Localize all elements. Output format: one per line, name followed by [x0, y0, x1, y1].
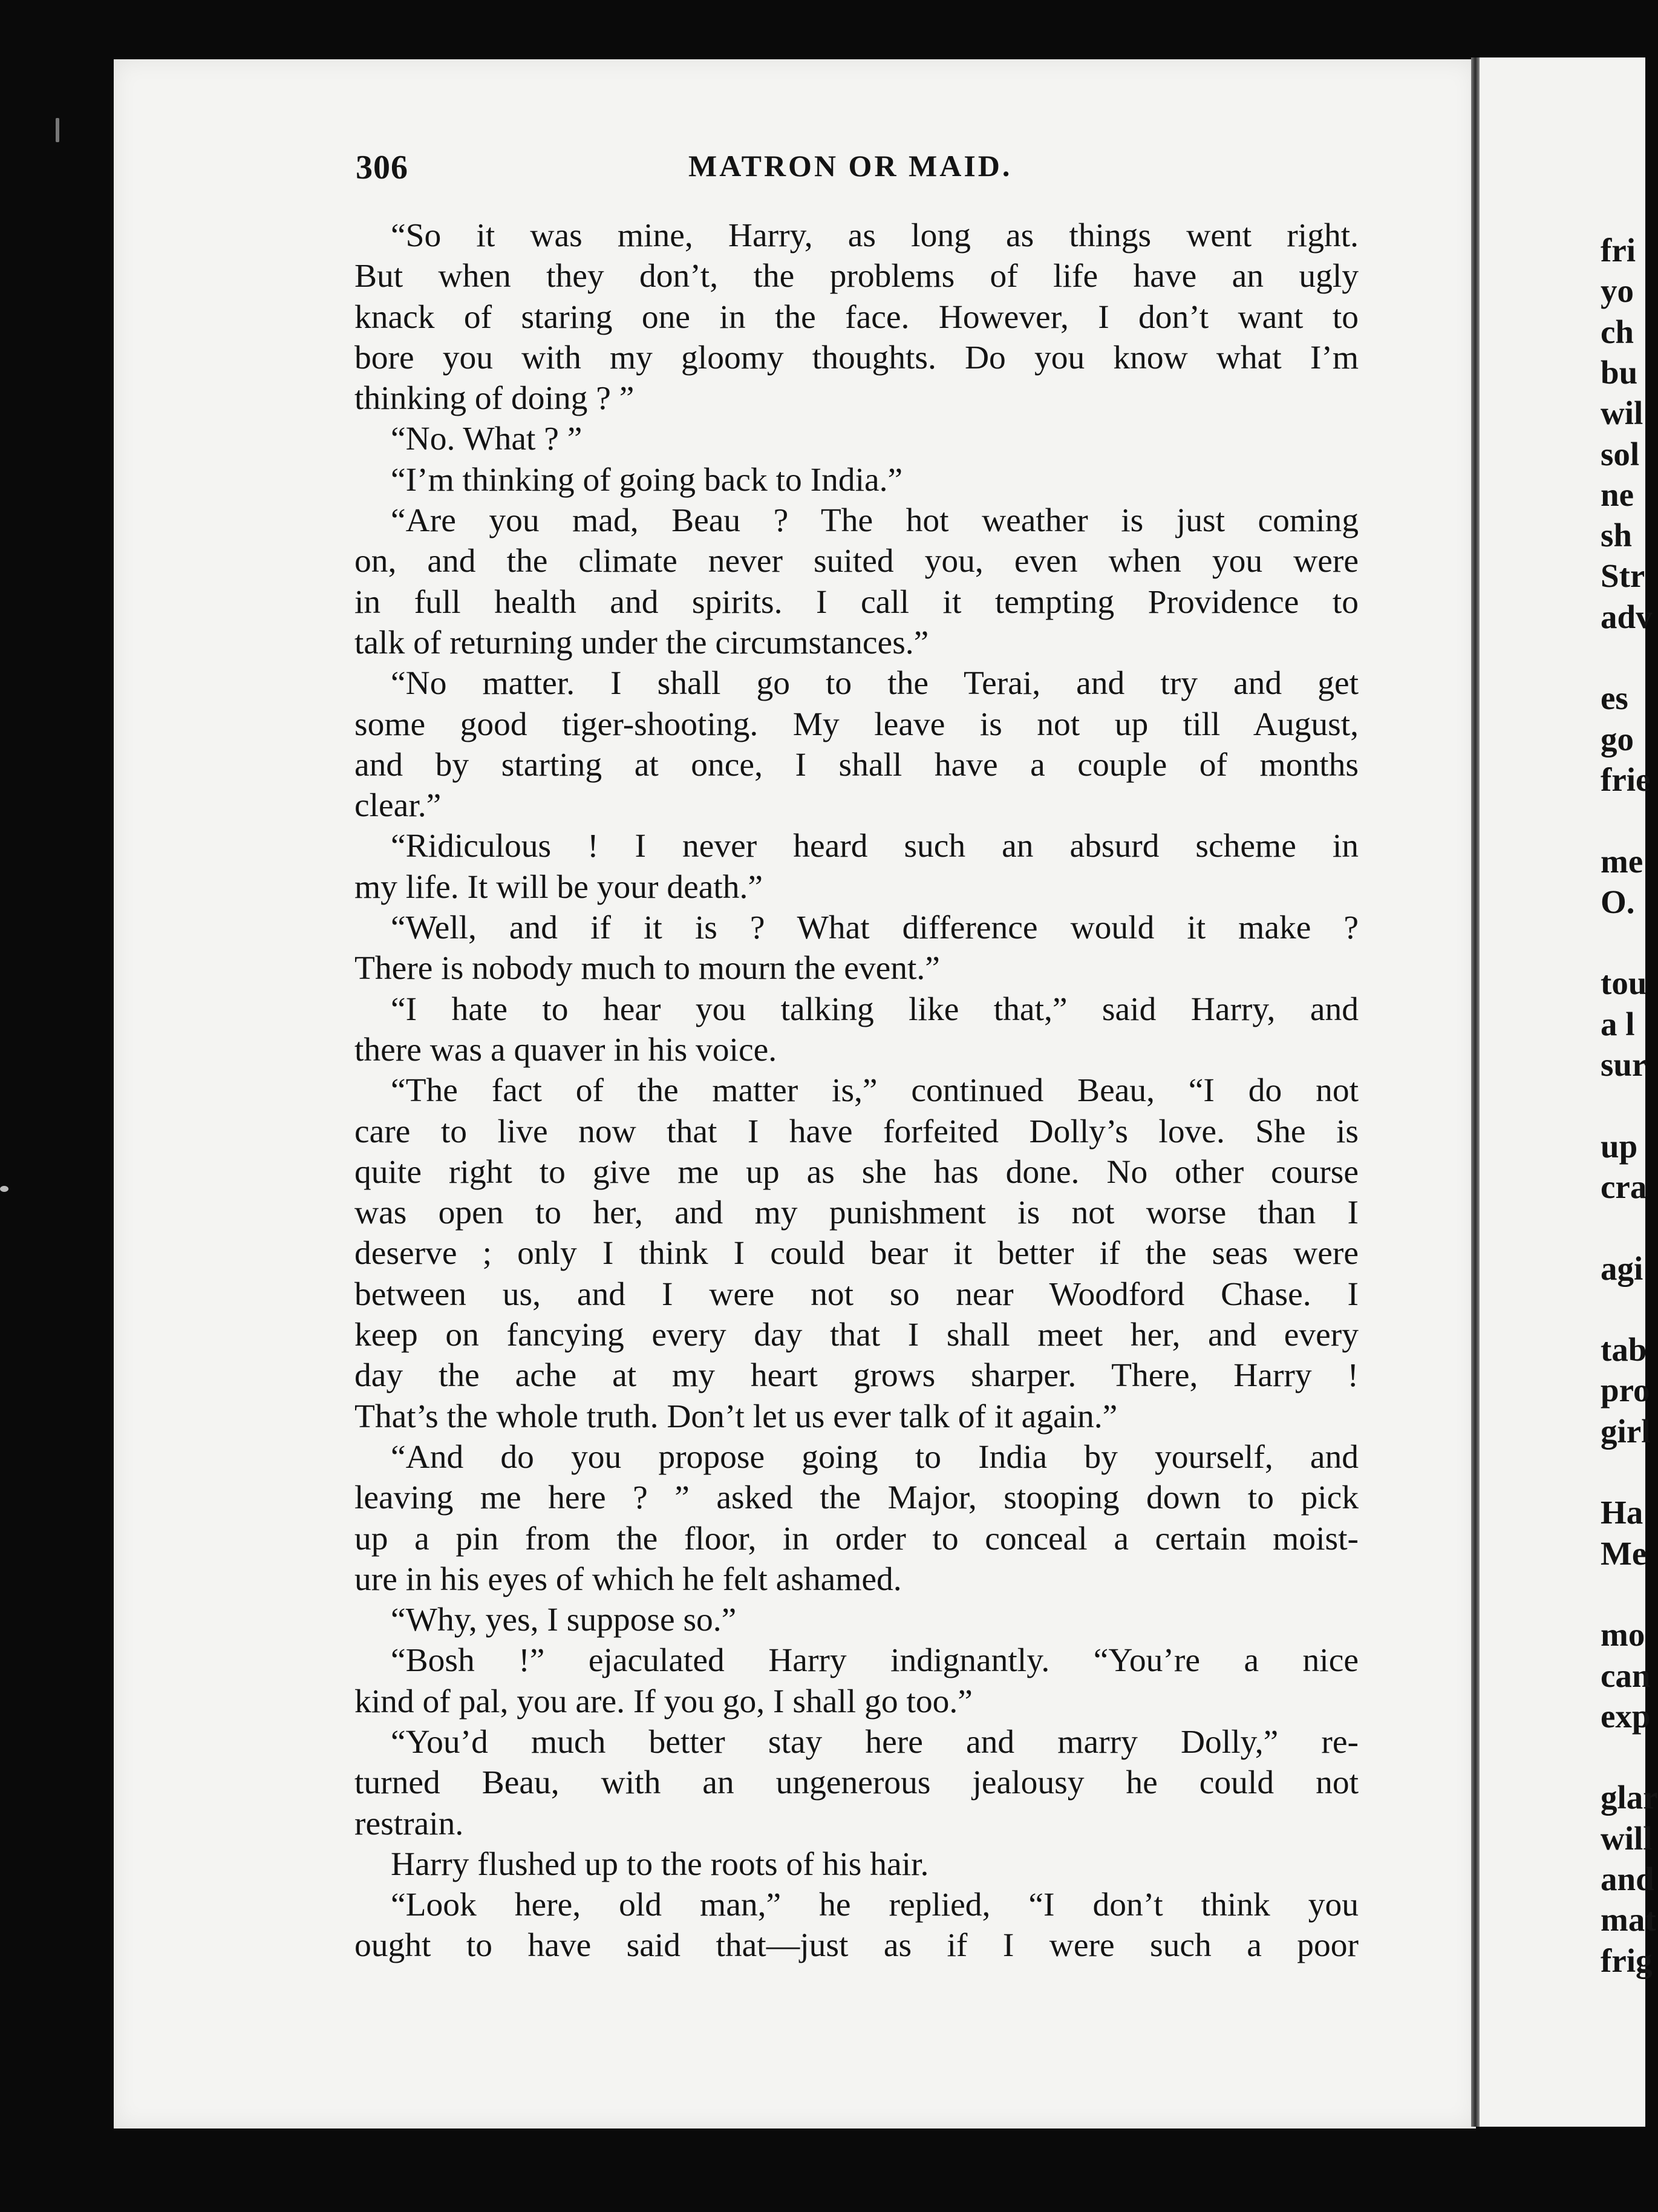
right-page-fragment: frig	[1601, 1942, 1653, 1979]
right-page-fragment: girl	[1601, 1412, 1651, 1450]
text-line: deserve ; only I think I could bear it better if the seas were	[354, 1235, 1359, 1272]
text-line: “Why, yes, I suppose so.”	[391, 1602, 737, 1639]
text-line: “Look here, old man,” he replied, “I don’t think you	[391, 1886, 1359, 1924]
text-line: “I’m thinking of going back to India.”	[391, 461, 903, 499]
text-line: bore you with my gloomy thoughts. Do you know what I’m	[354, 339, 1359, 376]
text-line: ought to have said that—just as if I were such a poor	[354, 1927, 1359, 1965]
right-page-fragment: will	[1601, 1819, 1653, 1857]
body-text	[354, 215, 1359, 1966]
text-line: Harry flushed up to the roots of his hair.	[391, 1845, 929, 1883]
text-line: day the ache at my heart grows sharper. There, Harry !	[354, 1357, 1359, 1395]
text-line: quite right to give me up as she has done. No other course	[354, 1153, 1359, 1191]
right-page-fragment: Ha	[1601, 1494, 1643, 1531]
right-page-fragment: es	[1601, 679, 1628, 717]
right-page-text-fragments	[1601, 230, 1658, 2021]
text-line: “Bosh !” ejaculated Harry indignantly. “You’re a nice	[391, 1642, 1359, 1680]
right-page-fragment: and	[1601, 1860, 1654, 1897]
text-line: my life. It will be your death.”	[354, 868, 763, 906]
right-page-fragment: agi	[1601, 1249, 1643, 1287]
text-line: care to live now that I have forfeited Dolly’s love. She is	[354, 1113, 1359, 1150]
right-page-fragment: Str	[1601, 557, 1645, 595]
text-line: “So it was mine, Harry, as long as things went right.	[391, 217, 1359, 254]
text-line: talk of returning under the circumstances.”	[354, 624, 929, 661]
text-line: “Well, and if it is ? What difference would it make ?	[391, 909, 1359, 947]
right-page-fragment: frie	[1601, 761, 1651, 798]
right-page-fragment: go	[1601, 720, 1634, 758]
right-page-fragment: yo	[1601, 272, 1634, 310]
scan-speck	[56, 118, 59, 142]
text-line: between us, and I were not so near Woodford Chase. I	[354, 1275, 1359, 1313]
text-line: on, and the climate never suited you, even when you were	[354, 543, 1359, 580]
right-page-fragment: can	[1601, 1657, 1651, 1694]
right-page-fragment: wil	[1601, 394, 1643, 432]
text-line: restrain.	[354, 1805, 464, 1842]
text-line: there was a quaver in his voice.	[354, 1031, 777, 1068]
right-page-fragment: fri	[1601, 232, 1636, 269]
text-line: was open to her, and my punishment is not worse than I	[354, 1194, 1359, 1232]
right-page-fragment: a l	[1601, 1005, 1635, 1042]
text-line: “You’d much better stay here and marry Dolly,” re-	[391, 1723, 1359, 1761]
text-line: “The fact of the matter is,” continued Beau, “I do not	[391, 1072, 1359, 1110]
text-line: clear.”	[354, 787, 442, 825]
right-page-fragment: bu	[1601, 353, 1638, 391]
text-line: “I hate to hear you talking like that,” said Harry, and	[391, 990, 1359, 1028]
right-page-fragment: ne	[1601, 476, 1634, 513]
right-page-fragment: tou	[1601, 964, 1647, 1002]
right-page-fragment: exp	[1601, 1697, 1651, 1735]
right-page-fragment: adv	[1601, 598, 1653, 635]
text-line: “Are you mad, Beau ? The hot weather is just coming	[391, 502, 1359, 540]
right-page-fragment: mat	[1601, 1901, 1656, 1939]
text-line: leaving me here ? ” asked the Major, stooping down to pick	[354, 1479, 1359, 1517]
text-line: “No. What ? ”	[391, 420, 583, 458]
text-line: some good tiger-shooting. My leave is not up till August,	[354, 705, 1359, 743]
right-page-fragment: mo	[1601, 1616, 1645, 1654]
text-line: “No matter. I shall go to the Terai, and try and get	[391, 665, 1359, 702]
text-line: “Ridiculous ! I never heard such an absurd scheme in	[391, 828, 1359, 865]
right-page-fragment: sol	[1601, 435, 1640, 473]
text-line: in full health and spirits. I call it tempting Providence to	[354, 583, 1359, 621]
text-line: ure in his eyes of which he felt ashamed.	[354, 1560, 902, 1598]
scan-speck	[0, 1186, 8, 1192]
right-page-fragment: sur	[1601, 1046, 1647, 1083]
text-line: keep on fancying every day that I shall meet her, and every	[354, 1317, 1359, 1354]
text-line: knack of staring one in the face. However, I don’t want to	[354, 298, 1359, 336]
right-page-fragment: Me	[1601, 1534, 1647, 1572]
right-page-fragment: ch	[1601, 313, 1634, 350]
right-page-fragment: sh	[1601, 517, 1632, 554]
right-page-fragment: up	[1601, 1127, 1638, 1165]
right-page-fragment: me	[1601, 842, 1643, 880]
right-page-fragment: cra	[1601, 1168, 1647, 1205]
text-line: turned Beau, with an ungenerous jealousy he could not	[354, 1764, 1359, 1802]
text-line: But when they don’t, the problems of life have an ugly	[354, 258, 1359, 295]
right-page-fragment: glar	[1601, 1779, 1658, 1816]
text-line: There is nobody much to mourn the event.”	[354, 950, 940, 987]
page-number: 306	[356, 149, 408, 186]
right-page-fragment: pro	[1601, 1372, 1650, 1409]
text-line: kind of pal, you are. If you go, I shall go too.”	[354, 1683, 973, 1720]
text-line: thinking of doing ? ”	[354, 380, 635, 417]
text-line: up a pin from the floor, in order to conceal a certain moist-	[354, 1520, 1359, 1557]
right-page-fragment: tab	[1601, 1331, 1647, 1369]
text-line: That’s the whole truth. Don’t let us ever talk of it again.”	[354, 1398, 1118, 1435]
right-page-fragment: O.	[1601, 883, 1635, 920]
page-gutter	[1471, 57, 1480, 2127]
text-line: “And do you propose going to India by yourself, and	[391, 1438, 1359, 1476]
running-title: MATRON OR MAID.	[688, 149, 1013, 183]
text-line: and by starting at once, I shall have a couple of months	[354, 746, 1359, 784]
